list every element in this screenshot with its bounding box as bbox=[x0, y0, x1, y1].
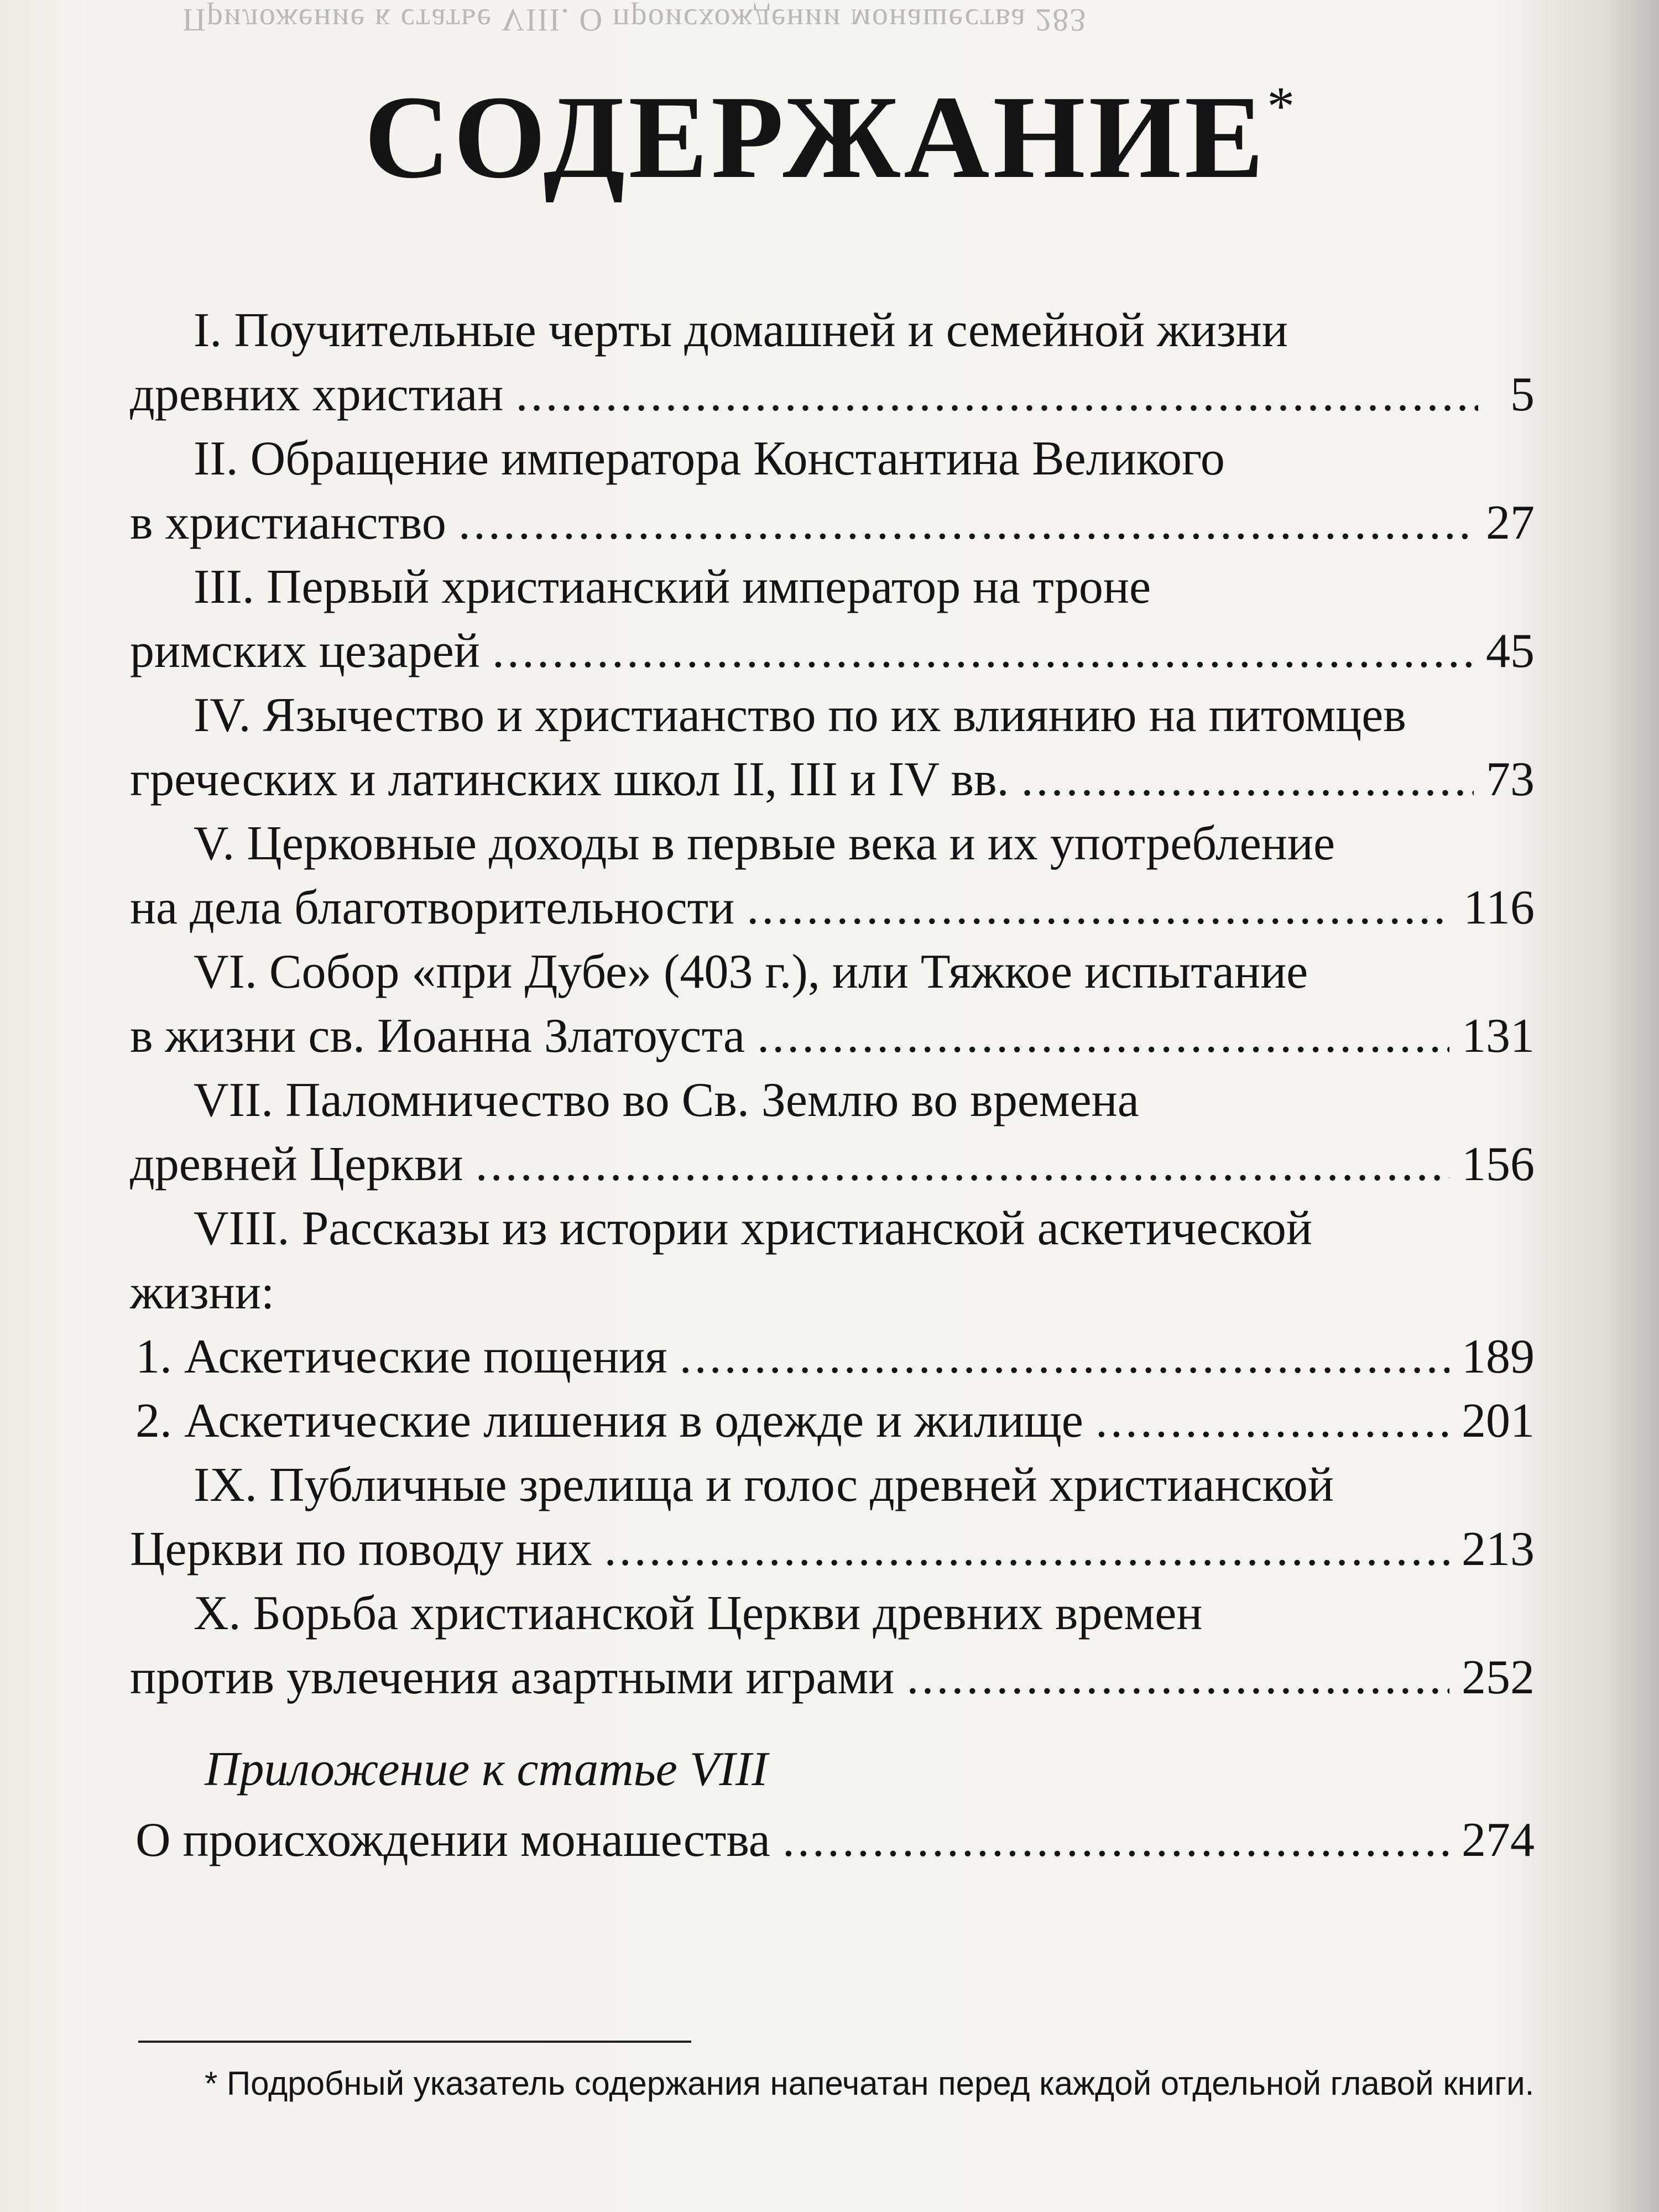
dot-leader bbox=[906, 1646, 1449, 1710]
toc-entry-text: греческих и латинских школ II, III и IV вв. bbox=[130, 753, 1009, 806]
toc-entry-text: I. Поучительные черты домашней и семейной жизни bbox=[194, 304, 1288, 357]
page-number: 213 bbox=[1462, 1522, 1535, 1576]
dot-leader bbox=[492, 619, 1474, 684]
toc-entry-text: в христианство bbox=[130, 496, 446, 550]
toc-entry-text: на дела благотворительности bbox=[130, 881, 735, 935]
toc-entry-8-title-cont bbox=[130, 1261, 1535, 1325]
dot-leader bbox=[1021, 748, 1474, 812]
toc-entry-6-line[interactable] bbox=[130, 1004, 1535, 1068]
toc-entry-9-title bbox=[130, 1453, 1535, 1517]
toc-entry-text: VIII. Рассказы из истории христианской аскетической bbox=[194, 1202, 1312, 1255]
toc-entry-3-title bbox=[130, 555, 1535, 619]
toc-entry-text: VI. Собор «при Дубе» (403 г.), или Тяжкое испытание bbox=[194, 945, 1308, 999]
toc-entry-7-line[interactable] bbox=[130, 1133, 1535, 1197]
page-number: 73 bbox=[1486, 753, 1535, 806]
dot-leader bbox=[757, 1004, 1449, 1068]
page-number: 5 bbox=[1510, 368, 1535, 421]
footnote: * Подробный указатель содержания напечатан перед каждой отдельной главой книги. bbox=[205, 2065, 1535, 2102]
dot-leader bbox=[458, 491, 1474, 555]
toc-entry-10-line[interactable] bbox=[130, 1646, 1535, 1710]
appendix-title: Приложение к статье VIII bbox=[205, 1743, 768, 1796]
toc-entry-7-title bbox=[130, 1068, 1535, 1133]
toc-entry-text: О происхождении монашества bbox=[135, 1813, 770, 1867]
page-number: 189 bbox=[1462, 1330, 1535, 1384]
appendix-heading bbox=[130, 1738, 1535, 1802]
page-number: 201 bbox=[1462, 1394, 1535, 1448]
toc-entry-3-line[interactable] bbox=[130, 619, 1535, 684]
appendix-entry-line[interactable] bbox=[130, 1808, 1535, 1872]
toc-entry-text: X. Борьба христианской Церкви древних времен bbox=[194, 1587, 1203, 1640]
toc-subentry-text: 2. Аскетические лишения в одежде и жилище bbox=[135, 1394, 1083, 1448]
toc-entry-9-line[interactable] bbox=[130, 1517, 1535, 1582]
toc-entry-text: Церкви по поводу них bbox=[130, 1522, 592, 1576]
reverse-page-bleed-through: Приложение к статье VIII. О происхождении монашества 283 bbox=[182, 2, 1087, 38]
page-number: 27 bbox=[1486, 496, 1535, 550]
toc-entry-text: V. Церковные доходы в первые века и их употребление bbox=[194, 817, 1335, 870]
toc-entry-text: VII. Паломничество во Св. Землю во времена bbox=[194, 1073, 1139, 1127]
dot-leader bbox=[1095, 1389, 1449, 1453]
page-number: 116 bbox=[1463, 881, 1535, 935]
page-title bbox=[0, 71, 1659, 203]
toc-entry-text: в жизни св. Иоанна Златоуста bbox=[130, 1009, 745, 1063]
dot-leader bbox=[604, 1517, 1449, 1582]
page-number: 274 bbox=[1462, 1813, 1535, 1867]
toc-entry-text: древней Церкви bbox=[130, 1138, 463, 1191]
toc-entry-4-line[interactable] bbox=[130, 748, 1535, 812]
title-footnote-marker: * bbox=[1267, 75, 1295, 137]
toc-entry-text: IV. Язычество и христианство по их влиянию на питомцев bbox=[194, 688, 1406, 742]
toc-entry-text: древних христиан bbox=[130, 368, 504, 421]
dot-leader bbox=[680, 1325, 1449, 1389]
toc-entry-10-title bbox=[130, 1582, 1535, 1646]
toc-entry-2-title bbox=[130, 427, 1535, 491]
toc-entry-1-title bbox=[130, 299, 1535, 363]
toc-entry-text: IX. Публичные зрелища и голос древней христианской bbox=[194, 1458, 1334, 1512]
table-of-contents bbox=[130, 299, 1535, 1872]
toc-entry-2-line[interactable] bbox=[130, 491, 1535, 555]
toc-entry-8-title bbox=[130, 1197, 1535, 1261]
toc-entry-text: римских цезарей bbox=[130, 624, 480, 678]
toc-entry-6-title bbox=[130, 940, 1535, 1004]
toc-subentry-1-line[interactable] bbox=[130, 1325, 1535, 1389]
toc-entry-text: против увлечения азартными играми bbox=[130, 1651, 895, 1704]
toc-entry-text: II. Обращение императора Константина Великого bbox=[194, 432, 1225, 486]
toc-subentry-2-line[interactable] bbox=[130, 1389, 1535, 1453]
page-number: 156 bbox=[1462, 1138, 1535, 1191]
toc-entry-5-title bbox=[130, 812, 1535, 876]
dot-leader bbox=[747, 876, 1451, 940]
toc-entry-1-line[interactable] bbox=[130, 363, 1535, 427]
page-number: 131 bbox=[1462, 1009, 1535, 1063]
page-number: 45 bbox=[1486, 624, 1535, 678]
toc-entry-4-title bbox=[130, 684, 1535, 748]
page-number: 252 bbox=[1462, 1651, 1535, 1704]
toc-entry-5-line[interactable] bbox=[130, 876, 1535, 940]
dot-leader bbox=[515, 363, 1478, 427]
toc-entry-text: III. Первый христианский император на троне bbox=[194, 560, 1151, 614]
dot-leader bbox=[476, 1133, 1449, 1197]
dot-leader bbox=[782, 1808, 1449, 1872]
toc-entry-text: жизни: bbox=[130, 1266, 275, 1319]
toc-subentry-text: 1. Аскетические пощения bbox=[135, 1330, 667, 1384]
footnote-divider bbox=[138, 2041, 691, 2043]
title-text: СОДЕРЖАНИЕ bbox=[364, 71, 1267, 203]
